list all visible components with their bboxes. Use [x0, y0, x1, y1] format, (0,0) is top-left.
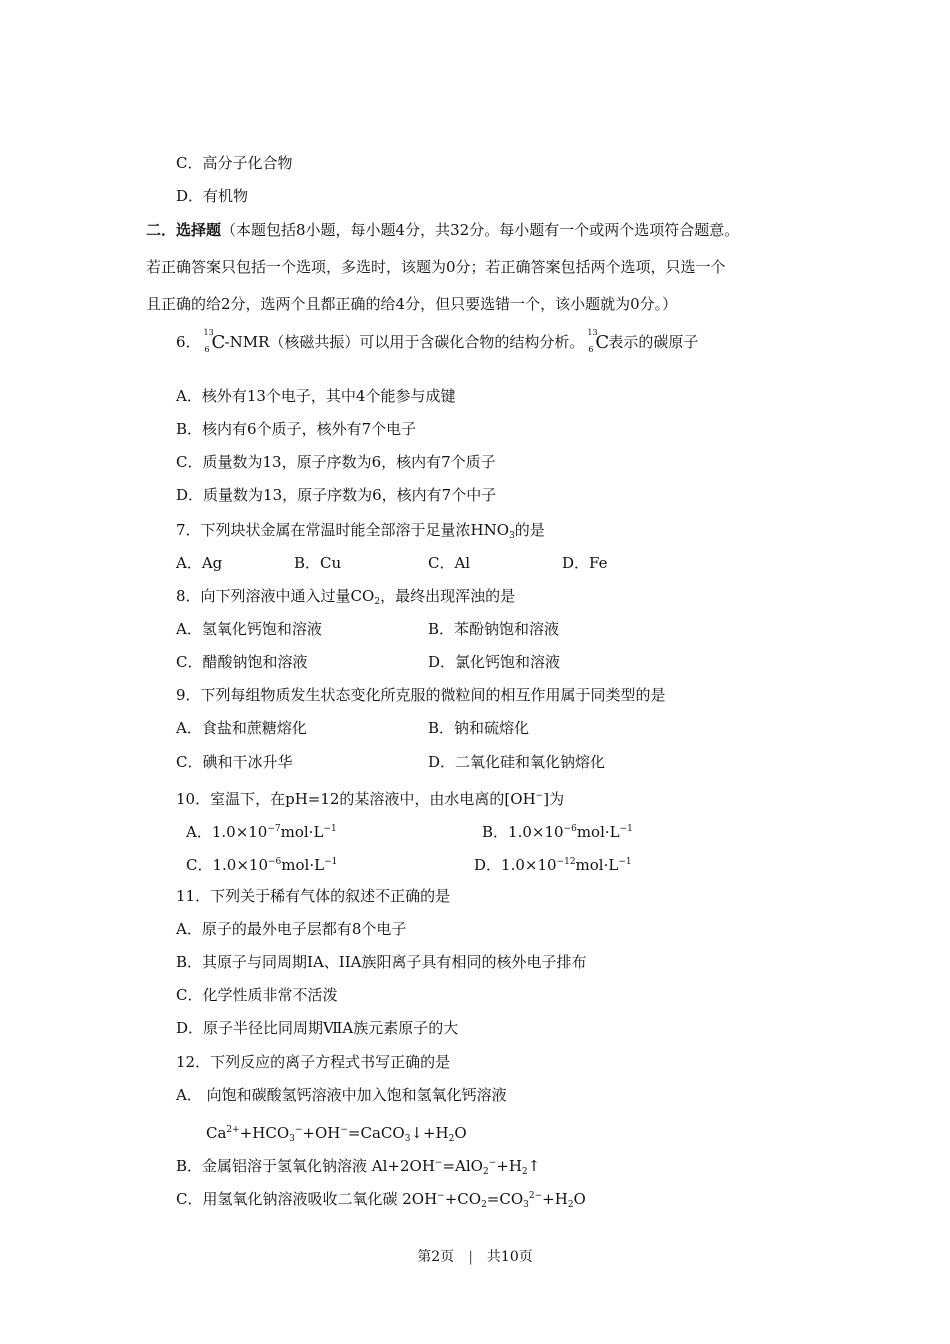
q11-option-b: B．其原子与同周期IA、IIA族阳离子具有相同的核外电子排布 [176, 953, 587, 971]
q10-a-exponent: −7 [267, 824, 281, 834]
section2-intro-line2: 若正确答案只包括一个选项，多选时，该题为0分；若正确答案包括两个选项，只选一个 [146, 258, 726, 276]
q6-option-c: C．质量数为13，原子序数为6，核内有7个质子 [176, 453, 496, 471]
q10-d-exponent: −12 [556, 857, 576, 867]
eq-part: =CO [486, 1190, 524, 1208]
eq-superscript: − [294, 1125, 303, 1135]
q8-option-d: D．氯化钙饱和溶液 [428, 653, 561, 671]
q8-stem-subscript: 2 [374, 597, 381, 607]
q7-stem-text-b: 的是 [514, 521, 545, 539]
q10-b-base: B．1.0×10 [482, 823, 564, 841]
q7-stem-subscript: 3 [509, 531, 515, 541]
q10-d-unit: mol·L [575, 856, 619, 874]
eq-part: =AlO [442, 1157, 483, 1175]
q7-option-b: B．Cu [294, 554, 342, 572]
eq-superscript: − [340, 1125, 348, 1135]
q11-stem: 11．下列关于稀有气体的叙述不正确的是 [176, 887, 451, 905]
q8-option-b: B．苯酚钠饱和溶液 [428, 620, 560, 638]
eq-part: +CO [444, 1190, 482, 1208]
q12-option-c [176, 1186, 586, 1215]
q10-b-unit: mol·L [576, 823, 620, 841]
q7-stem-text-a: 7．下列块状金属在常温时能全部溶于足量浓HNO [176, 521, 510, 539]
q6-option-b: B．核内有6个质子，核外有7个电子 [176, 420, 417, 438]
page-total: 共10页 [486, 1249, 533, 1265]
q7-stem [176, 520, 545, 546]
q12-option-a: A． 向饱和碳酸氢钙溶液中加入饱和氢氧化钙溶液 [176, 1086, 507, 1104]
q10-c-unit: mol·L [281, 856, 325, 874]
eq-part: Ca [206, 1124, 227, 1142]
q10-option-d [474, 852, 632, 875]
q9-option-d: D．二氧化硅和氧化钠熔化 [428, 753, 606, 771]
nuclide-atomic-number: 6 [204, 345, 210, 354]
q10-c-unit-exponent: −1 [324, 857, 338, 867]
q11-option-a: A．原子的最外电子层都有8个电子 [176, 920, 407, 938]
q8-stem-text-a: 8．向下列溶液中通入过量CO [176, 587, 375, 605]
section2-intro-line1 [146, 220, 739, 240]
q10-option-a [186, 819, 337, 842]
q10-stem-text-a: 10．室温下，在pH=12的某溶液中，由水电离的[OH [176, 790, 536, 808]
q6-stem-text-a: -NMR（核磁共振）可以用于含碳化合物的结构分析。 [224, 333, 585, 351]
eq-part: =CaCO [347, 1124, 405, 1142]
eq-part: +OH [302, 1124, 341, 1142]
q10-option-b [482, 819, 633, 842]
eq-part: +H [496, 1157, 522, 1175]
eq-subscript: 2 [448, 1134, 455, 1144]
eq-part: ↓+H [410, 1124, 449, 1142]
section2-heading: 二．选择题 [146, 221, 222, 239]
q10-a-base: A．1.0×10 [186, 823, 268, 841]
carbon13-nuclide-symbol [201, 328, 226, 354]
nuclide-mass-number: 13 [203, 328, 214, 337]
q10-option-c [186, 852, 337, 875]
q5-option-d: D．有机物 [176, 187, 249, 205]
eq-part: +HCO [239, 1124, 290, 1142]
q9-option-b: B．钠和硫熔化 [428, 719, 530, 737]
eq-superscript: 2− [528, 1191, 543, 1201]
page-number: 第2页 [417, 1249, 455, 1265]
q10-b-exponent: −6 [563, 824, 577, 834]
footer-separator: | [468, 1249, 473, 1265]
q6-stem-text-b: 表示的碳原子 [608, 333, 699, 351]
q7-option-c: C．Al [428, 554, 471, 572]
q10-c-base: C．1.0×10 [186, 856, 268, 874]
q7-option-a: A．Ag [176, 554, 223, 572]
eq-superscript: − [434, 1158, 443, 1168]
q7-option-d: D．Fe [562, 554, 608, 572]
nuclide-element: C [595, 332, 610, 353]
q12-option-b [176, 1153, 540, 1182]
eq-superscript: − [488, 1158, 497, 1168]
q10-d-unit-exponent: −1 [618, 857, 632, 867]
nuclide-atomic-number: 6 [588, 345, 594, 354]
nuclide-element: C [211, 332, 226, 353]
q6-option-a: A．核外有13个电子，其中4个能参与成键 [176, 387, 456, 405]
q5-option-c: C．高分子化合物 [176, 154, 293, 172]
eq-subscript: 3 [523, 1200, 529, 1210]
q6-number: 6． [176, 333, 201, 351]
q10-stem-superscript: − [535, 791, 544, 801]
q9-option-c: C．碘和干冰升华 [176, 753, 293, 771]
q12-option-a-equation [206, 1120, 467, 1149]
eq-superscript: 2+ [226, 1125, 240, 1135]
q10-a-unit: mol·L [280, 823, 324, 841]
eq-part: B．金属铝溶于氢氧化钠溶液 Al+2OH [176, 1157, 435, 1175]
nuclide-mass-number: 13 [587, 328, 598, 337]
eq-part: +H [542, 1190, 568, 1208]
q10-b-unit-exponent: −1 [619, 824, 633, 834]
page-footer [0, 1247, 950, 1267]
q10-c-exponent: −6 [268, 857, 282, 867]
q12-stem: 12．下列反应的离子方程式书写正确的是 [176, 1053, 451, 1071]
q10-stem-text-b: ]为 [543, 790, 565, 808]
eq-subscript: 2 [482, 1167, 489, 1177]
q9-option-a: A．食盐和蔗糖熔化 [176, 719, 307, 737]
eq-subscript: 3 [404, 1134, 411, 1144]
q10-a-unit-exponent: −1 [323, 824, 337, 834]
q8-option-a: A．氢氧化钙饱和溶液 [176, 620, 322, 638]
eq-subscript: 2 [481, 1200, 487, 1210]
q10-d-base: D．1.0×10 [474, 856, 557, 874]
eq-subscript: 2 [521, 1167, 528, 1177]
q8-stem-text-b: ，最终出现浑浊的是 [380, 587, 516, 605]
q8-option-c: C．醋酸钠饱和溶液 [176, 653, 308, 671]
eq-subscript: 3 [289, 1134, 295, 1144]
section2-intro-line3: 且正确的给2分，选两个且都正确的给4分，但只要选错一个，该小题就为0分。） [146, 295, 678, 313]
eq-part: ↑ [527, 1157, 541, 1175]
q6-option-d: D．质量数为13，原子序数为6，核内有7个中子 [176, 486, 497, 504]
section2-intro-text-1: （本题包括8小题，每小题4分，共32分。每小题有一个或两个选项符合题意。 [221, 221, 740, 239]
eq-part: O [573, 1190, 586, 1208]
q6-stem [176, 328, 699, 354]
carbon13-nuclide-symbol-2 [584, 328, 610, 354]
q8-stem [176, 586, 515, 612]
eq-part: C．用氢氧化钠溶液吸收二氧化碳 2OH [176, 1190, 438, 1208]
q9-stem: 9．下列每组物质发生状态变化所克服的微粒间的相互作用属于同类型的是 [176, 686, 666, 704]
eq-subscript: 2 [567, 1200, 574, 1210]
q11-option-d: D．原子半径比同周期ⅦA族元素原子的大 [176, 1019, 459, 1037]
eq-part: O [454, 1124, 467, 1142]
eq-superscript: − [437, 1191, 445, 1201]
q10-stem [176, 786, 564, 809]
q11-option-c: C．化学性质非常不活泼 [176, 986, 338, 1004]
